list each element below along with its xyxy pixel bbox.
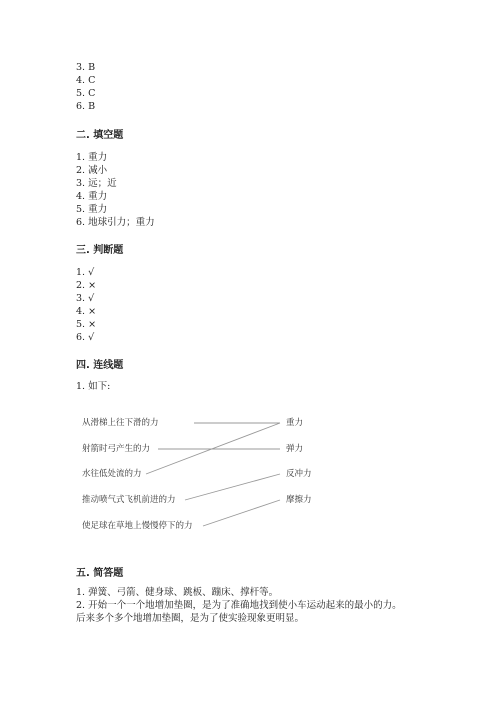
judge-answer-6: 6. √ xyxy=(76,332,95,343)
judge-answer-4: 4. × xyxy=(76,306,97,317)
fill-heading: 二. 填空题 xyxy=(76,130,124,141)
right-item-2: 弹力 xyxy=(286,444,304,454)
fill-answer-5: 5. 重力 xyxy=(76,204,108,215)
left-item-5: 使足球在草地上慢慢停下的力 xyxy=(82,521,193,531)
fill-answer-2: 2. 减小 xyxy=(76,165,108,176)
connect-heading: 四. 连线题 xyxy=(76,360,124,371)
choice-answer-3: 3. B xyxy=(76,62,96,73)
judge-answer-5: 5. × xyxy=(76,319,97,330)
short-answer-1: 1. 弹簧、弓箭、健身球、跳板、蹦床、撑杆等。 xyxy=(76,587,279,598)
right-item-3: 反冲力 xyxy=(286,469,312,479)
left-item-3: 水往低处流的力 xyxy=(82,469,142,479)
choice-answer-4: 4. C xyxy=(76,75,96,86)
left-item-4: 推动喷气式飞机前进的力 xyxy=(82,495,176,505)
right-item-1: 重力 xyxy=(286,418,304,428)
matching-links xyxy=(146,423,280,526)
left-item-2: 射箭时弓产生的力 xyxy=(82,444,151,454)
left-item-1: 从滑梯上往下滑的力 xyxy=(82,418,159,428)
fill-answer-1: 1. 重力 xyxy=(76,152,108,163)
judge-heading: 三. 判断题 xyxy=(76,245,124,256)
judge-answer-1: 1. √ xyxy=(76,267,95,278)
matching-line-3 xyxy=(146,423,280,474)
short-heading: 五. 简答题 xyxy=(76,568,124,579)
fill-answer-4: 4. 重力 xyxy=(76,191,108,202)
judge-answer-3: 3. √ xyxy=(76,293,95,304)
fill-answer-3: 3. 远；近 xyxy=(76,178,117,189)
short-answer-2: 2. 开始一个一个地增加垫圈，是为了准确地找到使小车运动起来的最小的力。 xyxy=(76,600,402,611)
judge-answer-2: 2. × xyxy=(76,280,97,291)
fill-answer-6: 6. 地球引力；重力 xyxy=(76,217,155,228)
short-answer-2-cont: 后来多个多个地增加垫圈，是为了使实验现象更明显。 xyxy=(76,613,305,624)
connect-intro: 1. 如下: xyxy=(76,381,111,392)
choice-answer-6: 6. B xyxy=(76,101,96,112)
matching-line-4 xyxy=(185,474,280,500)
matching-line-5 xyxy=(203,500,280,526)
choice-answer-5: 5. C xyxy=(76,88,96,99)
right-item-4: 摩擦力 xyxy=(286,495,312,505)
